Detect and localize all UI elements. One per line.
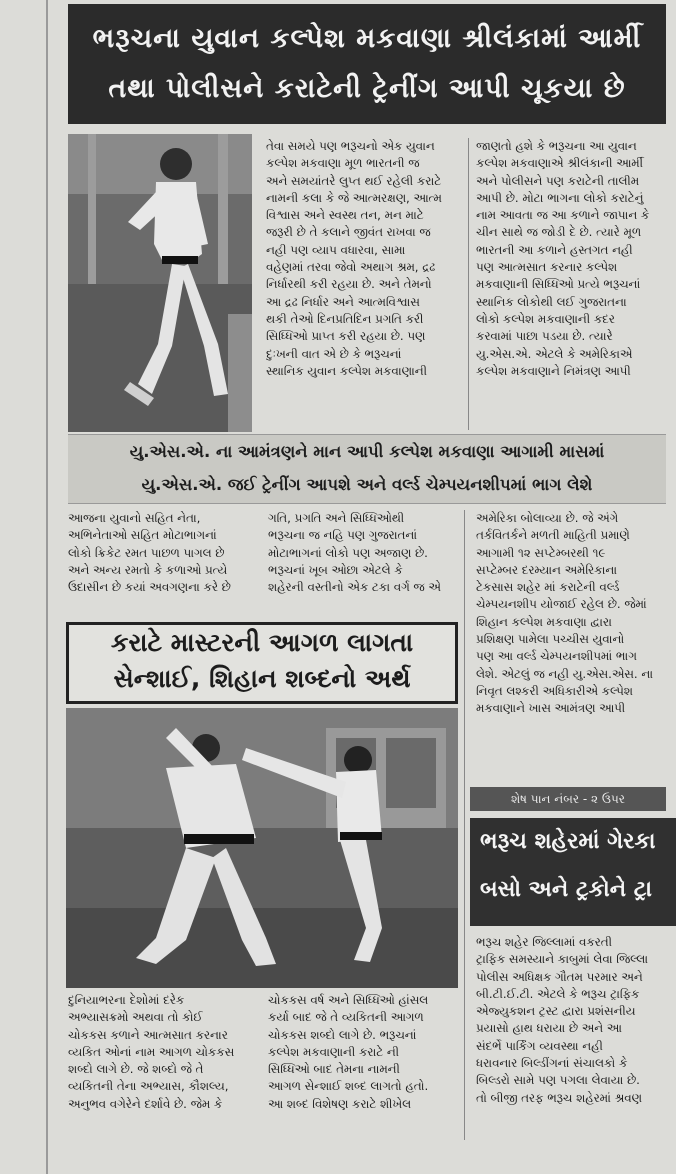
- page-edge-rule: [46, 0, 48, 1174]
- text-line: અભ્યાસક્રમો અથવા તો કોઈ: [68, 1010, 203, 1025]
- text-line: ચીન સાથે જ જોડી દે છે. ત્યારે મૂળ: [476, 225, 642, 240]
- text-line: જરૂરી છે તે કલાને જીવંત રાખવા જ: [266, 225, 431, 240]
- text-line: કલ્પેશ મકવાણાની કરાટે ની: [268, 1044, 400, 1059]
- text-line: વહેણમાં તરવા જેવો અથાગ શ્રમ, દ્રઢ: [266, 260, 436, 275]
- text-line: લોકો કલ્પેશ મકવાણાની કદર: [476, 311, 615, 326]
- headline-line-2: તથા પોલીસને કરાટેની ટ્રેનીંગ આપી ચૂકયા છે: [108, 73, 626, 104]
- text-line: ટ્રાફિક સમસ્યાને કાબુમાં લેવા જિલ્લા: [476, 952, 649, 967]
- text-line: ગતિ, પ્રગતિ અને સિધ્ધિઓથી: [268, 511, 405, 525]
- text-line: વ્યકિત ઓનાં નામ આગળ ચોકકસ: [68, 1044, 235, 1059]
- text-line: અમેરિકા બોલાવ્યા છે. જે અંગે: [476, 511, 619, 525]
- text-line: સિધ્ધિઓ બાદ તેમના નામની: [268, 1062, 400, 1077]
- text-line: સ્થાનિક લોકોથી લઈ ગુજરાતના: [476, 294, 627, 309]
- bottom-story-left-column: [68, 992, 260, 1120]
- side-story-headline: [470, 818, 676, 926]
- text-line: સંદર્ભે પાર્કિંગ વ્યવસ્થા નહી: [476, 1038, 603, 1053]
- mid-story-middle-column: [268, 510, 460, 600]
- text-line: ચોકકસ શબ્દો લાગે છે. ભરૂચનાં: [268, 1027, 417, 1042]
- column-divider: [464, 510, 465, 1140]
- text-line: શબ્દો લાગે છે. જે શબ્દો જે તે: [68, 1062, 204, 1077]
- box-headline-line-2: સેન્શાઈ, શિહાન શબ્દનો અર્થ: [113, 664, 411, 693]
- text-line: પણ આત્મસાત કરનાર કલ્પેશ: [476, 260, 618, 275]
- text-line: અને સમયાંતરે લુપ્ત થઈ રહેલી કરાટે: [266, 173, 442, 188]
- text-line: આગામી ૧૨ સપ્ટેમ્બરથી ૧૯: [476, 545, 606, 560]
- text-line: બિલ્ડરો સામે પણ પગલા લેવાયા છે.: [476, 1073, 640, 1088]
- text-line: ભારતની આ કળાને હસ્તગત નહી: [476, 242, 633, 257]
- side-headline-line-2: બસો અને ટ્રકોને ટ્રા: [480, 877, 652, 902]
- karate-kick-photo: [68, 134, 252, 432]
- box-headline: [66, 622, 458, 704]
- side-story-body: [476, 934, 668, 1130]
- column-divider: [468, 138, 469, 430]
- box-headline-line-1: કરાટે માસ્ટરની આગળ લાગતા: [110, 628, 414, 657]
- text-line: શિહાન કલ્પેશ મકવાણા દ્વારા: [476, 614, 612, 629]
- text-line: અને અન્ય રમતો કે કળાઓ પ્રત્યે: [68, 562, 228, 577]
- headline-line-1: ભરૂચના યુવાન કલ્પેશ મકવાણા શ્રીલંકામાં આર્મી: [92, 23, 642, 54]
- text-line: ચોકકસ કળાને આત્મસાત કરનાર: [68, 1027, 228, 1042]
- top-story-middle-column: [266, 138, 462, 434]
- continued-on-page-label: શેષ પાન નંબર - ૨ ઉપર: [470, 787, 666, 811]
- text-line: પ્રશિક્ષણ પામેલા પચ્ચીસ યુવાનો: [476, 632, 625, 647]
- text-line: તો બીજી તરફ ભરૂચ શહેરમાં શ્રવણ: [476, 1090, 642, 1105]
- text-line: કલ્પેશ મકવાણા મૂળ ભારતની જ: [266, 156, 420, 171]
- text-line: નહી પણ વ્યાપ વધારવા, સામા: [266, 242, 406, 257]
- text-line: કરવામાં પાછા પડયા છે. ત્યારે: [476, 329, 613, 344]
- text-line: નિર્ધારથી કરી રહયા છે. અને તેમનો: [266, 277, 432, 292]
- text-line: યુ.એસ.એ. એટલે કે અમેરિકાએ: [476, 346, 633, 361]
- text-line: સપ્ટેમ્બર દરમ્યાન અમેરિકાના: [476, 562, 618, 577]
- text-line: લેશે. એટલું જ નહી યુ.એસ.એસ. ના: [476, 666, 654, 681]
- karate-sparring-photo: [66, 708, 458, 988]
- text-line: પણ આ વર્લ્ડ ચેમ્પયનશીપમાં ભાગ: [476, 649, 637, 664]
- text-line: સિધ્ધિઓ પ્રાપ્ત કરી રહયા છે. પણ: [266, 329, 426, 344]
- bottom-story-middle-column: [268, 992, 460, 1120]
- text-line: મકવાણાને ખાસ આમંત્રણ આપી: [476, 701, 626, 716]
- text-line: લોકો ક્રિકેટ રમત પાછળ પાગલ છે: [68, 545, 225, 560]
- text-line: નામની કલા કે જે આત્મરક્ષણ, આત્મ: [266, 190, 442, 205]
- text-line: કલ્પેશ મકવાણાએ શ્રીલંકાની આર્મી: [476, 156, 643, 171]
- text-line: ભરૂચના જ નહિ પણ ગુજરાતનાં: [268, 528, 418, 543]
- text-line: પ્રયાસો હાથ ધરાયા છે અને આ: [476, 1021, 622, 1036]
- text-line: આ શબ્દ વિશેષણ કરાટે શીખેલ: [268, 1096, 412, 1111]
- text-line: પોલીસ અધિક્ષક ગૌતમ પરમાર અને: [476, 969, 643, 984]
- text-line: ચેમ્પયનશીપ યોજાઈ રહેલ છે. જેમાં: [476, 597, 647, 612]
- text-line: થકી તેઓ દિનપ્રતિદિન પ્રગતિ કરી: [266, 311, 424, 326]
- text-line: નિવૃત લશ્કરી અધિકારીએ કલ્પેશ: [476, 683, 633, 698]
- text-line: ટેકસાસ શહેર માં કરાટેની વર્લ્ડ: [476, 580, 620, 595]
- text-line: દુઃખની વાત એ છે કે ભરૂચનાં: [266, 346, 402, 361]
- text-line: અને પોલીસને પણ કરાટેની તાલીમ: [476, 173, 640, 188]
- text-line: શહેરની વસ્તીનો એક ટકા વર્ગ જ એ: [268, 580, 441, 595]
- side-headline-line-1: ભરૂચ શહેરમાં ગેરકા: [480, 829, 656, 854]
- text-line: સ્થાનિક યુવાન કલ્પેશ મકવાણાની: [266, 363, 427, 378]
- text-line: ધરાવનાર બિલ્ડીંગનાં સંચાલકો કે: [476, 1056, 628, 1071]
- text-line: એજ્યુકશન ટ્રસ્ટ દ્વારા પ્રશંસનીય: [476, 1004, 636, 1019]
- text-line: બી.ટી.ઈ.ટી. એટલે કે ભરૂચ ટ્રાફિક: [476, 986, 640, 1001]
- text-line: અભિનેતાઓ સહિત મોટાભાગનાં: [68, 528, 217, 543]
- text-line: તેવા સમયે પણ ભરૂચનો એક યુવાન: [266, 139, 435, 153]
- main-headline: [68, 4, 666, 124]
- text-line: આપી છે. મોટા ભાગના લોકો કરાટેનું: [476, 190, 644, 205]
- top-story-right-column: [476, 138, 668, 434]
- text-line: કલ્પેશ મકવાણાને નિમંત્રણ આપી: [476, 363, 631, 378]
- text-line: વિશ્વાસ અને સ્વસ્થ તન, મન માટે: [266, 208, 424, 223]
- text-line: મકવાણાની સિધ્ધિઓ પ્રત્યે ભરૂચનાં: [476, 277, 641, 292]
- text-line: નામ આવતા જ આ કળાને જાપાન કે: [476, 208, 650, 223]
- text-line: ભરૂચ શહેર જિલ્લામાં વકરતી: [476, 935, 612, 949]
- sub-headline: [68, 434, 666, 504]
- text-line: આ દ્રઢ નિર્ધાર અને આત્મવિશ્વાસ: [266, 294, 420, 309]
- text-line: વ્યકિતની તેના અભ્યાસ, કૌશલ્ય,: [68, 1079, 229, 1094]
- text-line: ઉદાસીન છે કયાં અવગણના કરે છે: [68, 580, 231, 595]
- text-line: ચોકકસ વર્ષ અને સિધ્ધિઓ હાંસલ: [268, 993, 429, 1007]
- text-line: અનુભવ વગેરેને દર્શાવે છે. જેમ કે: [68, 1096, 223, 1111]
- text-line: તર્કવિતર્કને મળતી માહિતી પ્રમાણે: [476, 528, 630, 543]
- subhead-line-2: યુ.એસ.એ. જઈ ટ્રેનીંગ આપશે અને વર્લ્ડ ચેમ્પયનશીપમાં ભાગ લેશે: [141, 475, 593, 494]
- text-line: આજના યુવાનો સહિત નેતા,: [68, 511, 201, 525]
- text-line: કર્યા બાદ જે તે વ્યકિતની આગળ: [268, 1010, 424, 1025]
- text-line: મોટાભાગનાં લોકો પણ અજાણ છે.: [268, 545, 428, 560]
- text-line: ભરૂચનાં ખૂબ ઓછા એટલે કે: [268, 562, 403, 577]
- text-line: જાણતો હશે કે ભરૂચના આ યુવાન: [476, 139, 637, 153]
- mid-story-right-column: [476, 510, 668, 782]
- subhead-line-1: યુ.એસ.એ. ના આમંત્રણને માન આપી કલ્પેશ મકવાણા આગામી માસમાં: [129, 442, 605, 461]
- text-line: આગળ સેન્શાઈ શબ્દ લાગતો હતો.: [268, 1079, 429, 1094]
- text-line: દુનિયાભરના દેશોમાં દરેક: [68, 993, 185, 1007]
- mid-story-left-column: [68, 510, 256, 600]
